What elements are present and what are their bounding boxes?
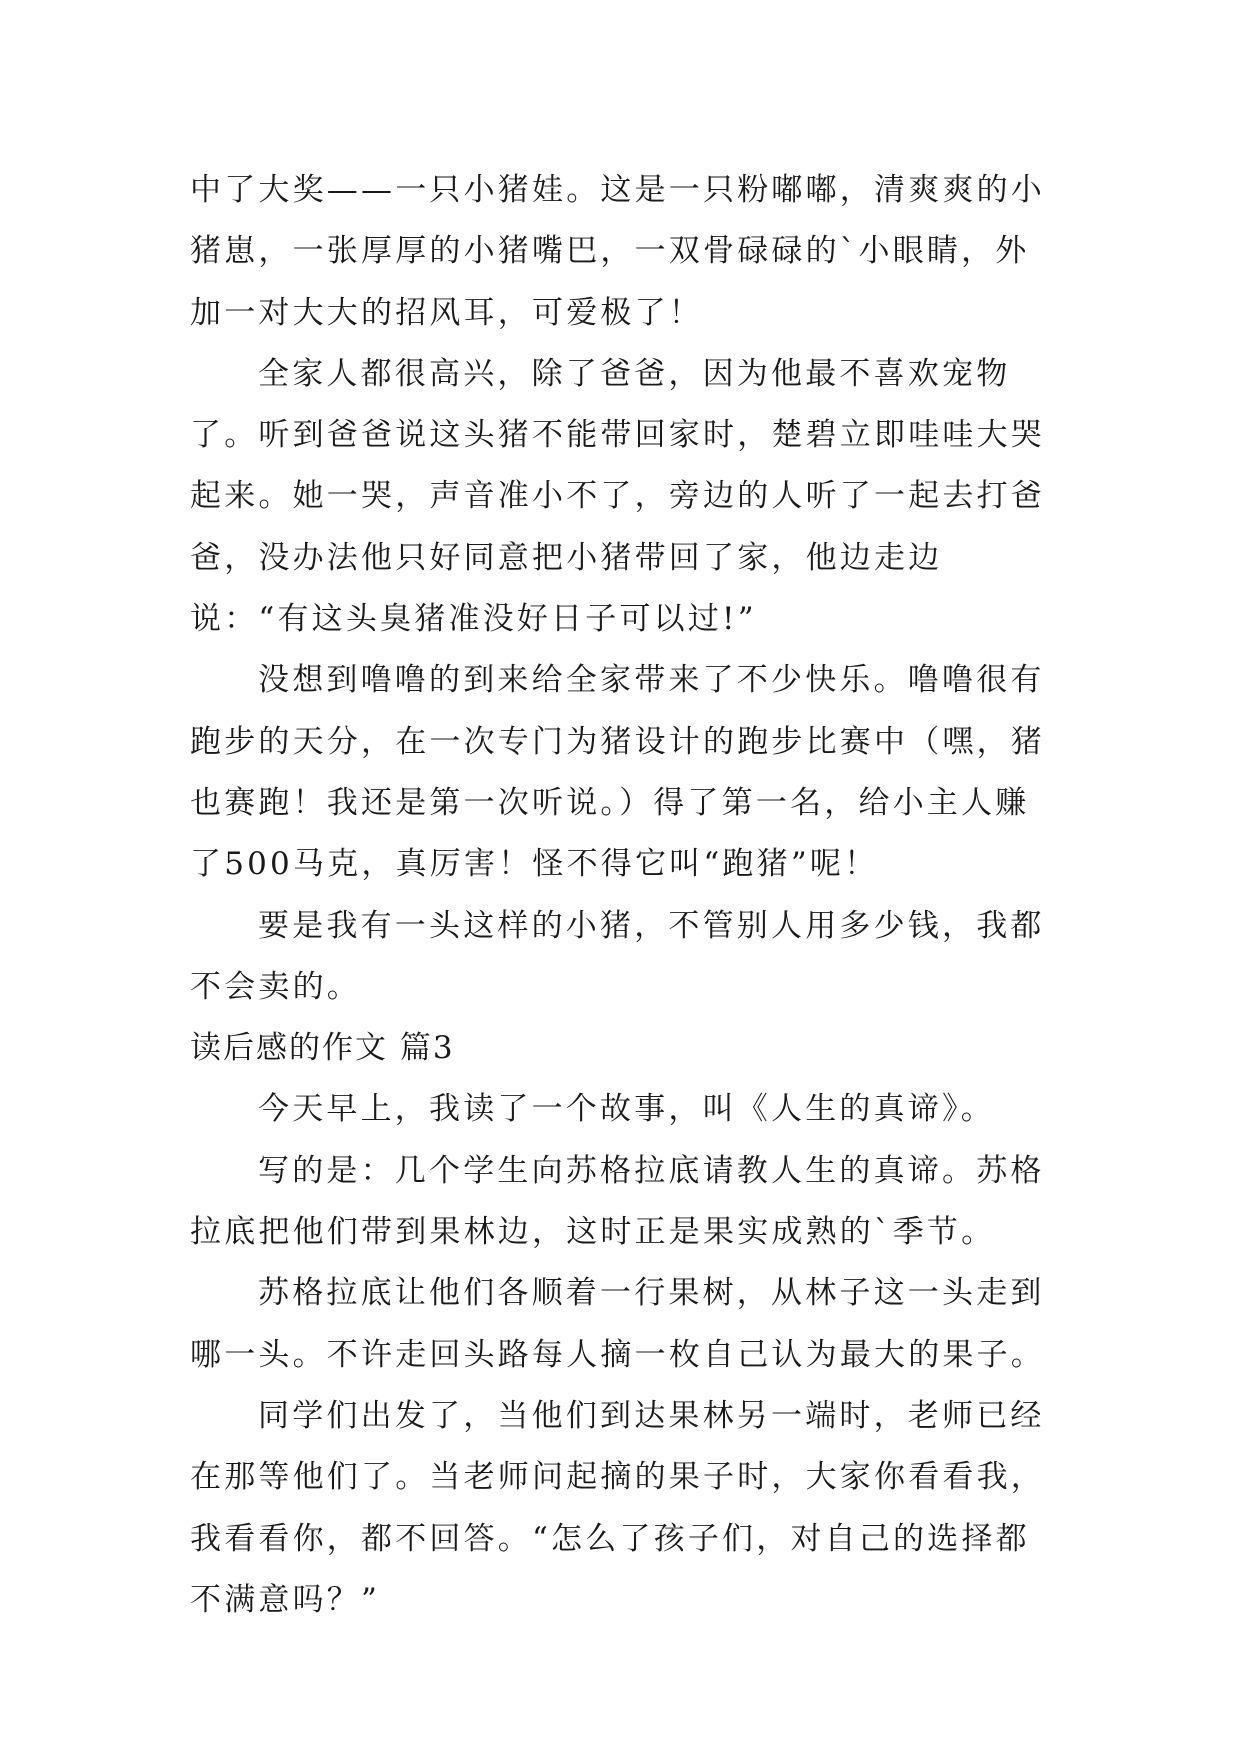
section-paragraph-2: 写的是：几个学生向苏格拉底请教人生的真谛。苏格拉底把他们带到果林边，这时正是果实成熟的`季节。 [190, 1152, 1045, 1251]
section-heading: 读后感的作文 篇3 [190, 1030, 455, 1067]
section-paragraph-4: 同学们出发了，当他们到达果林另一端时，老师已经在那等他们了。当老师问起摘的果子时，大家你看看我，我看看你，都不回答。“怎么了孩子们，对自己的选择都不满意吗？” [190, 1397, 1045, 1618]
section-paragraph-1: 今天早上，我读了一个故事，叫《人生的真谛》。 [258, 1091, 995, 1128]
paragraph-2: 全家人都很高兴，除了爸爸，因为他最不喜欢宠物了。听到爸爸说这头猪不能带回家时，楚碧立即哇哇大哭起来。她一哭，声音准小不了，旁边的人听了一起去打爸爸，没办法他只好同意把小猪带回了家，他边走边说：“有这头臭猪准没好日子可以过!” [190, 355, 1045, 638]
paragraph-1: 中了大奖——一只小猪娃。这是一只粉嘟嘟，清爽爽的小猪崽，一张厚厚的小猪嘴巴，一双骨碌碌的`小眼睛，外加一对大大的招风耳，可爱极了！ [190, 172, 1045, 331]
section-paragraph-3: 苏格拉底让他们各顺着一行果树，从林子这一头走到哪一头。不许走回头路每人摘一枚自己认为最大的果子。 [190, 1275, 1045, 1373]
document-body [190, 160, 1050, 1631]
paragraph-3: 没想到噜噜的到来给全家带来了不少快乐。噜噜很有跑步的天分，在一次专门为猪设计的跑步比赛中（嘿，猪也赛跑！我还是第一次听说。）得了第一名，给小主人赚了500马克，真厉害！怪不得它叫“跑猪”呢！ [190, 662, 1045, 883]
paragraph-4: 要是我有一头这样的小猪，不管别人用多少钱，我都不会卖的。 [190, 907, 1045, 1005]
